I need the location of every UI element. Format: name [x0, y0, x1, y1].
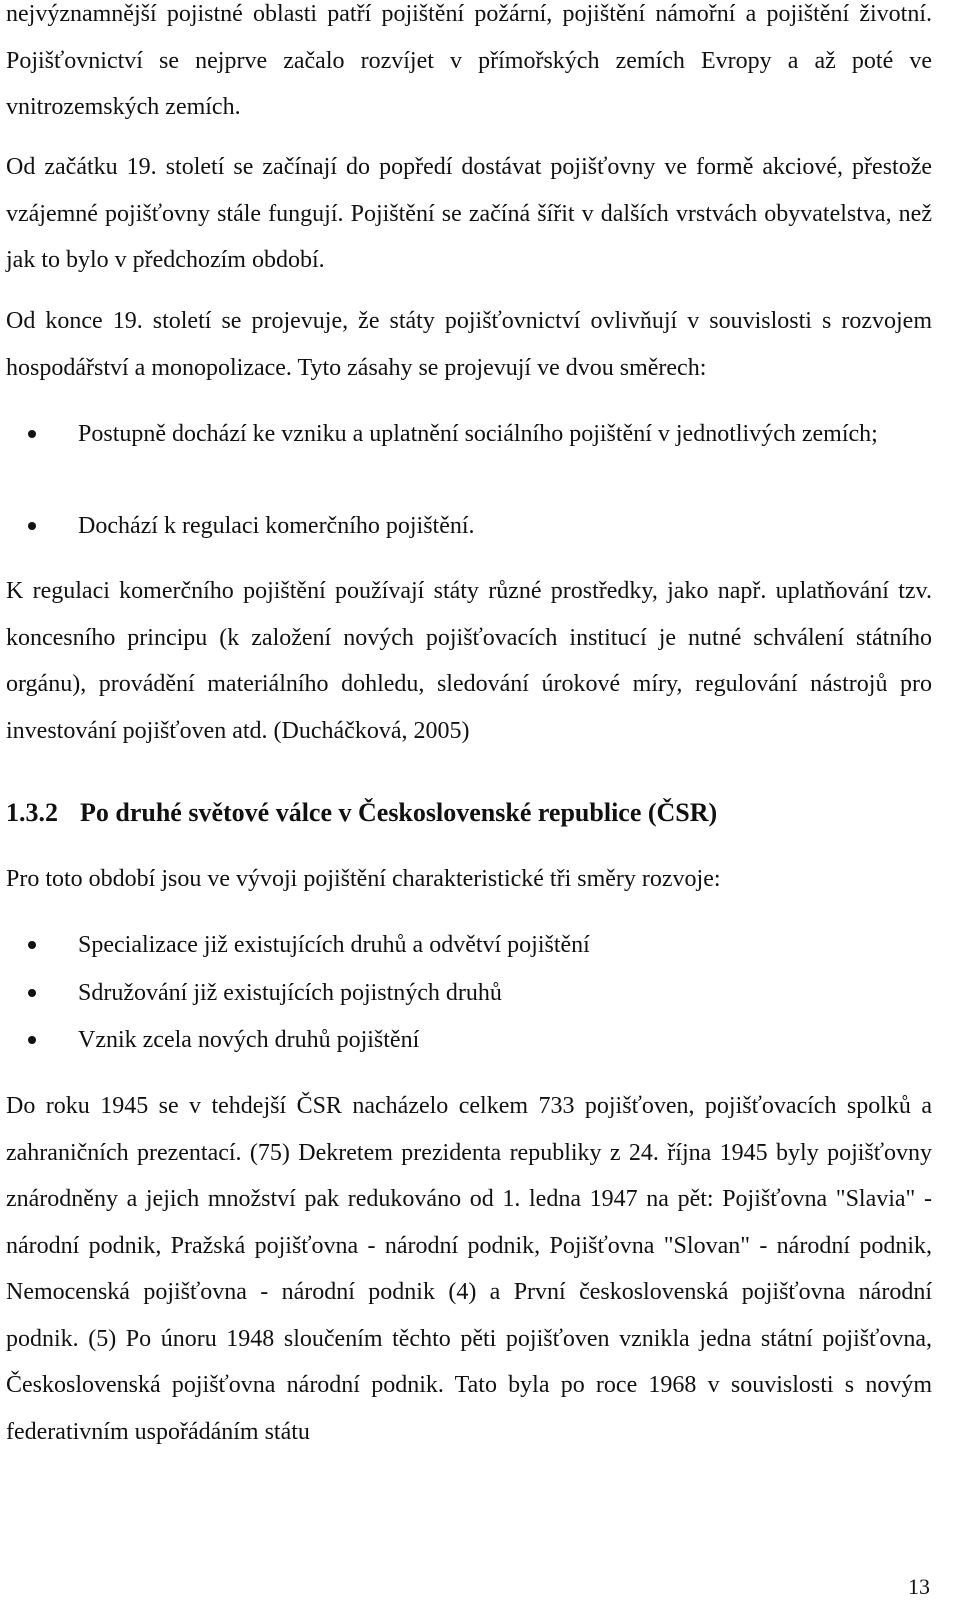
- list-item-text: Vznik zcela nových druhů pojištění: [78, 1027, 420, 1053]
- paragraph-directions-intro: Pro toto období jsou ve vývoji pojištění charakteristické tři směry rozvoje:: [6, 866, 721, 892]
- bullet-icon: [28, 1036, 36, 1044]
- bullet-icon: [28, 430, 36, 438]
- paragraph-intro: nejvýznamnější pojistné oblasti patří pojištění požární, pojištění námořní a pojištění životní. Pojišťovnictví se nejprve začalo rozvíjet v přímořských zemích Evropy a až poté ve vnitrozemských zemích.: [6, 1, 932, 120]
- section-number: 1.3.2: [6, 798, 58, 827]
- page-number: 13: [908, 1574, 930, 1599]
- bullet-icon: [28, 522, 36, 530]
- list-item: [0, 922, 935, 969]
- paragraph-regulation: K regulaci komerčního pojištění používají státy různé prostředky, jako např. uplatňování tzv. koncesního principu (k založení nových pojišťovacích institucí je nutné schválení státního orgánu), provádění materiálního dohledu, sledování úrokové míry, regulování nástrojů pro investování pojišťoven atd. (Ducháčková, 2005): [6, 578, 932, 744]
- bullet-icon: [28, 941, 36, 949]
- section-title: Po druhé světové válce v Československé republice (ČSR): [80, 798, 718, 827]
- paragraph-19th-century-start: Od začátku 19. století se začínají do popředí dostávat pojišťovny ve formě akciové, přestože vzájemné pojišťovny stále fungují. Pojištění se začíná šířit v dalších vrstvách obyvatelstva, než jak to bylo v předchozím období.: [6, 154, 932, 273]
- bullet-icon: [28, 989, 36, 997]
- list-item: [0, 1017, 935, 1064]
- list-item: [0, 970, 935, 1017]
- list-item-text: Specializace již existujících druhů a odvětví pojištění: [78, 932, 590, 958]
- section-heading: [6, 795, 932, 831]
- list-item: [0, 411, 935, 458]
- list-item-text: Dochází k regulaci komerčního pojištění.: [78, 513, 475, 539]
- list-item-text: Postupně dochází ke vzniku a uplatnění sociálního pojištění v jednotlivých zemích;: [78, 421, 878, 447]
- list-item-text: Sdružování již existujících pojistných druhů: [78, 980, 502, 1006]
- paragraph-19th-century-end: Od konce 19. století se projevuje, že státy pojišťovnictví ovlivňují v souvislosti s rozvojem hospodářství a monopolizace. Tyto zásahy se projevují ve dvou směrech:: [6, 308, 932, 381]
- list-item: [0, 503, 935, 550]
- paragraph-csr-1945: Do roku 1945 se v tehdejší ČSR nacházelo celkem 733 pojišťoven, pojišťovacích spolků a zahraničních prezentací. (75) Dekretem prezidenta republiky z 24. října 1945 byly pojišťovny znárodněny a jejich množství pak redukováno od 1. ledna 1947 na pět: Pojišťovna "Slavia" - národní podnik, Pražská pojišťovna - národní podnik, Pojišťovna "Slovan" - národní podnik, Nemocenská pojišťovna - národní podnik (4) a První československá pojišťovna národní podnik. (5) Po únoru 1948 sloučením těchto pěti pojišťoven vznikla jedna státní pojišťovna, Československá pojišťovna národní podnik. Tato byla po roce 1968 v souvislosti s novým federativním uspořádáním státu: [6, 1093, 932, 1445]
